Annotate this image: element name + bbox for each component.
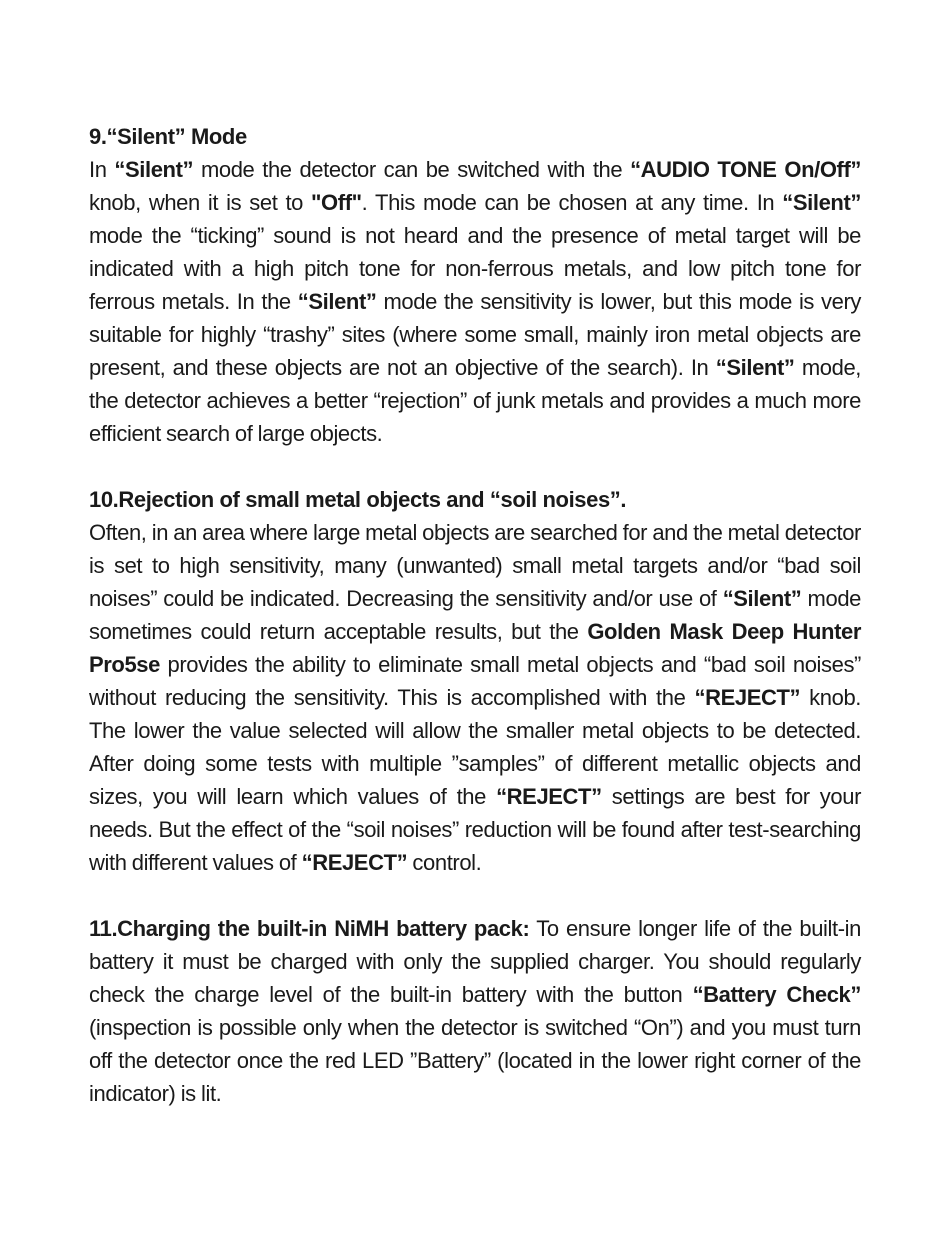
- bold-run: “REJECT”: [301, 850, 408, 875]
- text-run: To ensure longer life of the built-in battery it must be charged with only the supplied charger. You should regularly check the charge level of the built-in battery with the button: [89, 916, 861, 1007]
- text-run: mode the sensitivity is lower, but this mode is very suitable for highly “trashy” sites (where some small, mainly iron metal objects are present, and these objects are not an objective of the search). In: [89, 289, 862, 380]
- text-run: mode the “ticking” sound is not heard and the presence of metal target will be indicated with a high pitch tone for non-ferrous metals, and low pitch tone for ferrous metals. In the: [89, 223, 861, 314]
- text-run: settings are best for your needs. But the effect of the “soil noises” reduction will be found after test-searching with different values of: [89, 784, 862, 875]
- bold-run: “Silent”: [715, 355, 795, 380]
- inline-heading: 11.Charging the built-in NiMH battery pack:: [89, 916, 530, 941]
- section-paragraph: [89, 912, 861, 1110]
- section-silent-mode: [89, 120, 861, 450]
- bold-run: “Battery Check”: [692, 982, 861, 1007]
- bold-run: “Silent”: [297, 289, 377, 314]
- text-run: knob. The lower the value selected will allow the smaller metal objects to be detected. After doing some tests with multiple ”samples” of different metallic objects and sizes, you will learn which values of the: [89, 685, 862, 809]
- text-run: mode sometimes could return acceptable results, but the: [89, 586, 861, 644]
- section-charging: [89, 912, 861, 1110]
- text-run: provides the ability to eliminate small metal objects and “bad soil noises” without reducing the sensitivity. This is accomplished with the: [89, 652, 861, 710]
- text-run: In: [89, 157, 115, 182]
- bold-run: "Off": [311, 190, 362, 215]
- text-run: mode, the detector achieves a better “rejection” of junk metals and provides a much more efficient search of large objects.: [89, 355, 861, 446]
- bold-run: “REJECT”: [694, 685, 801, 710]
- section-paragraph: [89, 516, 861, 879]
- section-heading: 9.“Silent” Mode: [89, 124, 247, 149]
- section-rejection: [89, 483, 861, 879]
- text-run: knob, when it is set to: [89, 190, 312, 215]
- text-run: mode the detector can be switched with the: [193, 157, 631, 182]
- section-heading: 10.Rejection of small metal objects and “soil noises”.: [89, 487, 627, 512]
- text-run: (inspection is possible only when the detector is switched “On”) and you must turn off the detector once the red LED ”Battery” (located in the lower right corner of the indicator) is lit.: [89, 1015, 861, 1106]
- bold-run: “AUDIO TONE On/Off”: [630, 157, 862, 182]
- section-paragraph: [89, 153, 861, 450]
- bold-run: “REJECT”: [496, 784, 602, 809]
- text-run: Often, in an area where large metal objects are searched for and the metal detector is set to high sensitivity, many (unwanted) small metal targets and/or “bad soil noises” could be indicated. Decreasing the sensitivity and/or use of: [89, 520, 861, 611]
- bold-run: “Silent”: [114, 157, 194, 182]
- bold-run: “Silent”: [722, 586, 802, 611]
- manual-page: [89, 120, 861, 1143]
- bold-run: Golden Mask Deep Hunter Pro5se: [89, 619, 861, 677]
- text-run: . This mode can be chosen at any time. In: [361, 190, 783, 215]
- bold-run: “Silent”: [782, 190, 861, 215]
- text-run: control.: [407, 850, 482, 875]
